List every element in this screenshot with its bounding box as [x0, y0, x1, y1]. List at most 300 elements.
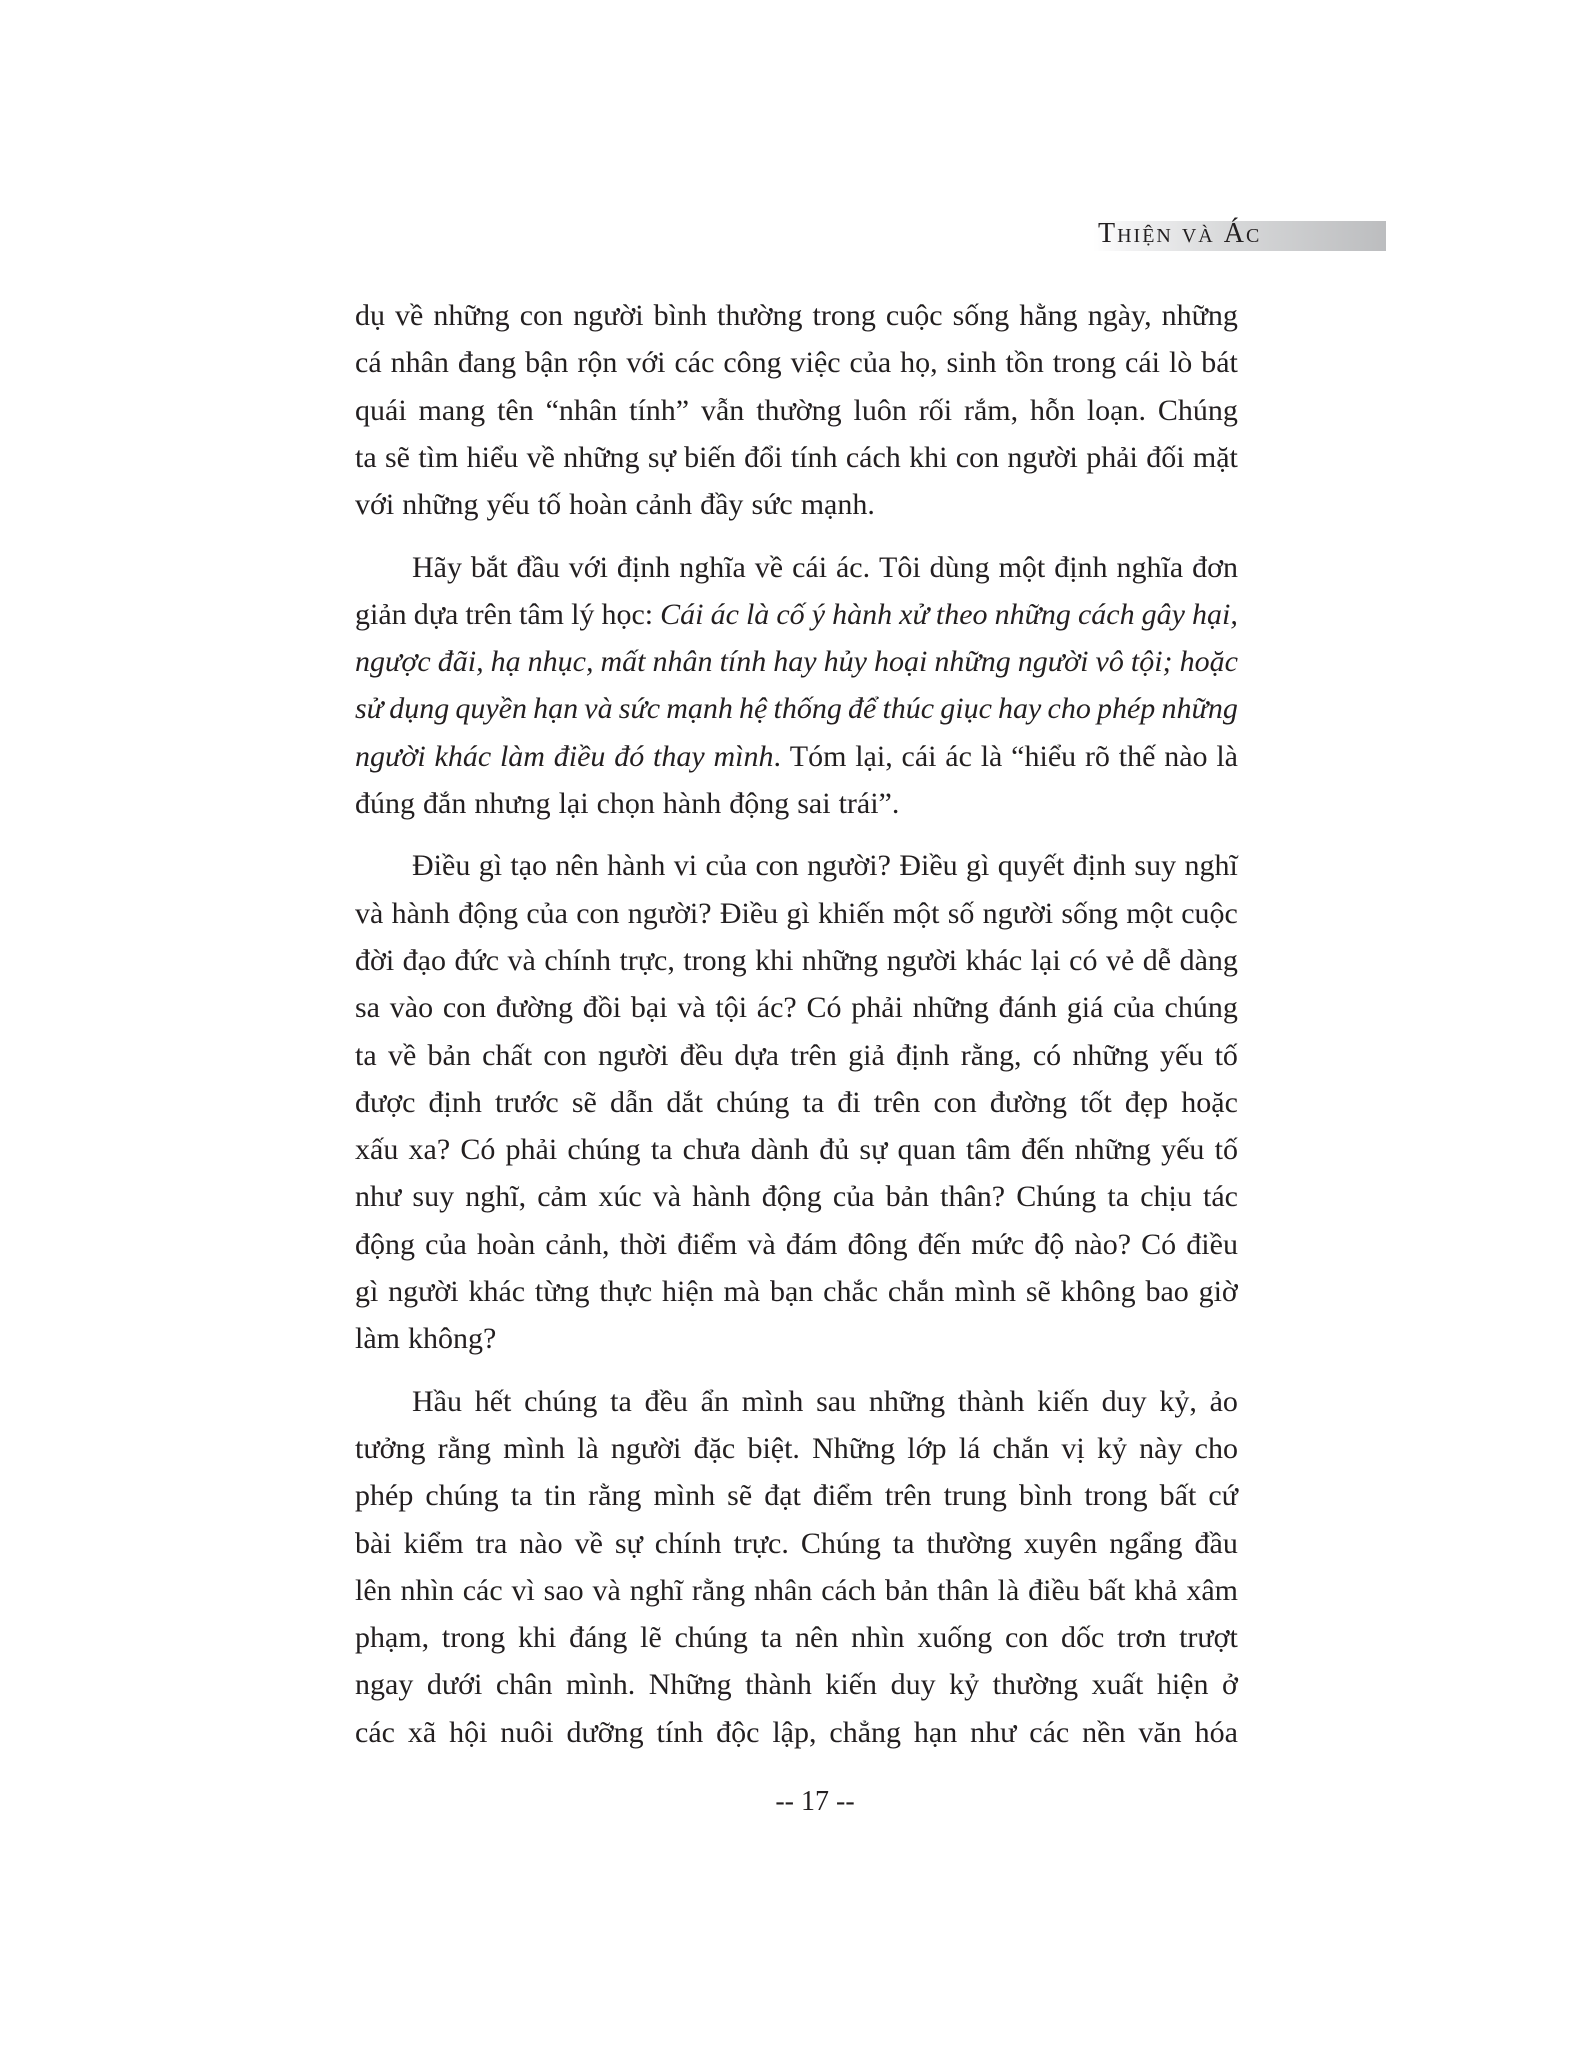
- word: ác?: [756, 991, 797, 1025]
- word: độc: [716, 1715, 760, 1749]
- word: thường: [992, 1668, 1079, 1702]
- word: xấu: [355, 1133, 399, 1167]
- word: tồn: [1005, 346, 1044, 380]
- word: định: [896, 1038, 950, 1072]
- word: là: [980, 739, 1003, 773]
- word: chọn: [596, 787, 655, 820]
- word: những: [868, 1384, 946, 1418]
- word: như: [970, 1715, 1017, 1749]
- word: đường: [989, 1085, 1067, 1119]
- word: tên: [497, 393, 534, 427]
- word: cảm: [537, 1180, 588, 1214]
- word: hạn: [533, 692, 579, 726]
- word: đều: [644, 1384, 688, 1418]
- word: Hãy: [412, 550, 462, 584]
- word: nào: [519, 1526, 563, 1560]
- text-line: [355, 1476, 1238, 1516]
- word: hệ: [739, 692, 768, 726]
- word: không?: [408, 1322, 497, 1356]
- word: mình: [741, 1384, 804, 1418]
- word: con: [543, 1038, 587, 1072]
- text-line: [355, 988, 1238, 1028]
- word: kiểm: [403, 1526, 464, 1560]
- word: việc: [790, 346, 841, 380]
- word: đến: [1021, 1133, 1065, 1167]
- word: trong: [441, 1621, 506, 1655]
- word: cuộc: [1181, 896, 1238, 930]
- word: chúng: [567, 1133, 641, 1167]
- word: bất: [1159, 1479, 1197, 1513]
- word: về: [387, 1038, 417, 1072]
- word: kỷ: [949, 1668, 980, 1702]
- word: tạo: [510, 849, 548, 883]
- word: nhìn: [400, 1573, 454, 1607]
- text-line: [355, 1524, 1238, 1564]
- word: rắm,: [963, 393, 1019, 427]
- word: đối: [1146, 440, 1185, 474]
- word: cuộc: [885, 299, 943, 332]
- word: con: [576, 896, 620, 930]
- word: văn: [1138, 1715, 1182, 1749]
- word: nào?: [1074, 1227, 1132, 1261]
- word: ta: [760, 1621, 783, 1655]
- word: là: [577, 1431, 599, 1465]
- word: ta: [510, 1479, 533, 1513]
- word: tâm: [519, 597, 565, 631]
- word: của: [425, 1227, 467, 1261]
- word: mình.: [566, 1668, 636, 1702]
- word: đi: [837, 1085, 861, 1119]
- word: hạn: [913, 1715, 958, 1749]
- word: những: [801, 943, 879, 977]
- word: Có: [806, 991, 842, 1025]
- word: đặc: [693, 1431, 736, 1465]
- word: đủ: [819, 1133, 850, 1167]
- word: xúc: [598, 1180, 642, 1214]
- word: nào: [1164, 739, 1208, 773]
- word: những: [433, 299, 510, 332]
- word: là: [745, 597, 770, 631]
- word: ngược: [355, 645, 431, 679]
- word: sau: [816, 1384, 857, 1418]
- word: khi: [517, 1621, 557, 1655]
- word: về: [526, 440, 555, 474]
- word: trên: [884, 1479, 932, 1513]
- word: số: [947, 896, 975, 930]
- word: hiện: [1156, 1668, 1209, 1702]
- word: để: [847, 692, 877, 726]
- word: trong: [683, 943, 747, 977]
- word: Điều: [899, 849, 958, 883]
- word: ý: [811, 597, 826, 631]
- word: của: [832, 1180, 875, 1214]
- word: thực: [599, 1275, 653, 1308]
- word: phạm,: [355, 1621, 430, 1655]
- word: phải: [851, 991, 903, 1025]
- word: ngay: [355, 1668, 414, 1702]
- word: của: [705, 849, 748, 883]
- word: người: [1007, 440, 1078, 474]
- word: thế: [1118, 739, 1156, 773]
- word: định: [428, 1085, 482, 1119]
- word: suy: [412, 1180, 455, 1214]
- word: là: [997, 1573, 1020, 1607]
- word: với: [355, 488, 395, 522]
- word: người: [1017, 645, 1089, 679]
- word: bại: [630, 991, 668, 1025]
- word: người: [598, 1038, 669, 1072]
- word: người: [886, 943, 958, 977]
- text-line: [355, 1225, 1238, 1265]
- word: hóa: [1194, 1715, 1238, 1749]
- word: cá: [355, 346, 382, 380]
- word: phép: [355, 1479, 414, 1513]
- word: khi: [755, 943, 794, 977]
- word: dễ: [1142, 943, 1172, 977]
- word: lò: [1168, 346, 1193, 380]
- word: đường: [495, 991, 574, 1025]
- word: rằng: [437, 1431, 491, 1465]
- word: Điều: [719, 896, 779, 930]
- word: của: [1113, 991, 1155, 1025]
- word: có: [1032, 1038, 1062, 1072]
- word: làm: [499, 739, 545, 773]
- word: gì: [355, 1275, 379, 1308]
- word: bản: [427, 1038, 471, 1072]
- word: chúng: [524, 1384, 598, 1418]
- word: những: [1072, 1038, 1149, 1072]
- word: người: [388, 1275, 459, 1308]
- word: chính: [544, 943, 611, 977]
- word: quyết: [997, 849, 1065, 883]
- word: những: [1161, 299, 1238, 332]
- word: của: [526, 896, 568, 930]
- word: nghĩ: [629, 1573, 684, 1607]
- word: rộn: [577, 346, 618, 380]
- word: hoặc: [1181, 1085, 1238, 1119]
- word: yếu: [1161, 1133, 1205, 1167]
- word: con: [1004, 1621, 1049, 1655]
- word: thân: [937, 1573, 989, 1607]
- word: đãi,: [437, 645, 484, 679]
- word: dưỡng: [566, 1715, 644, 1749]
- word: và: [507, 943, 536, 977]
- word: bài: [355, 1526, 392, 1560]
- word: thường: [926, 1526, 1012, 1560]
- text-line: [355, 296, 1238, 336]
- word: lập,: [772, 1715, 817, 1749]
- word: thường: [756, 393, 842, 427]
- word: trên: [465, 597, 512, 631]
- word: cái: [1125, 346, 1160, 380]
- word: Cái: [660, 597, 704, 631]
- word: về: [574, 1526, 603, 1560]
- word: sức: [751, 488, 793, 522]
- text-line: [355, 1272, 1238, 1312]
- word: đầu: [516, 550, 560, 584]
- word: loạn.: [1086, 393, 1146, 427]
- word: chúng: [716, 1085, 790, 1119]
- running-header-title: Thiện và Ác: [1098, 218, 1262, 249]
- word: điều: [553, 739, 606, 773]
- word: giả: [848, 1038, 885, 1072]
- word: rằng: [691, 1573, 746, 1607]
- word: sống: [1061, 896, 1119, 930]
- word: lý: [571, 597, 595, 631]
- text-line: [355, 1083, 1238, 1123]
- word: trên: [873, 1085, 921, 1119]
- word: của: [849, 346, 892, 380]
- word: tính”: [629, 393, 690, 427]
- word: kỷ,: [1159, 1384, 1197, 1418]
- word: mà: [723, 1275, 761, 1308]
- word: dành: [750, 1133, 810, 1167]
- word: gì: [786, 896, 810, 930]
- word: đồi: [582, 991, 622, 1025]
- word: mặt: [1192, 440, 1238, 474]
- word: gì: [966, 849, 990, 883]
- word: hằng: [1019, 299, 1078, 332]
- word: bản: [885, 1180, 929, 1214]
- text-line: [355, 1429, 1238, 1469]
- word: với: [568, 550, 608, 584]
- word: thời: [619, 1227, 668, 1261]
- word: hay: [998, 692, 1042, 726]
- word: đẹp: [1124, 1085, 1169, 1119]
- word: định: [1054, 550, 1108, 584]
- word: hạ: [490, 645, 521, 679]
- word: đám: [785, 1227, 838, 1261]
- word: tốt: [1080, 1085, 1112, 1119]
- word: nghĩ,: [465, 1180, 527, 1214]
- word: dưới: [426, 1668, 483, 1702]
- word: chưa: [682, 1133, 741, 1167]
- word: gì: [478, 849, 503, 883]
- word: hay: [773, 645, 817, 679]
- word: là: [1216, 739, 1238, 773]
- word: “nhân: [545, 393, 618, 427]
- word: và: [652, 1180, 682, 1214]
- word: “hiểu: [1011, 739, 1077, 773]
- text-line: [355, 485, 1238, 525]
- word: Tôi: [879, 550, 921, 584]
- word: đó: [614, 739, 645, 773]
- word: đến: [917, 1227, 962, 1261]
- word: nhân: [754, 1573, 813, 1607]
- word: các: [1029, 1715, 1070, 1749]
- word: hoặc: [1179, 645, 1238, 679]
- word: động: [355, 1227, 415, 1261]
- word: giờ: [1198, 1275, 1238, 1308]
- word: xử: [899, 597, 929, 631]
- word: các: [462, 1573, 503, 1607]
- word: đang: [457, 346, 517, 380]
- word: tâm: [966, 1133, 1011, 1167]
- word: Hầu: [412, 1384, 462, 1418]
- word: Chúng: [1157, 393, 1238, 427]
- word: dẫn: [609, 1085, 654, 1119]
- word: động: [458, 896, 519, 930]
- word: mức: [971, 1227, 1025, 1261]
- word: khác: [434, 739, 492, 773]
- word: người: [355, 739, 426, 773]
- text-line: [355, 438, 1238, 478]
- word: lại: [558, 787, 589, 820]
- word: giục: [940, 692, 992, 726]
- word: tội;: [1130, 645, 1173, 679]
- word: sinh: [946, 346, 997, 380]
- word: sẽ: [384, 440, 410, 474]
- word: ảo: [1209, 1384, 1238, 1418]
- word: sai: [797, 787, 831, 820]
- word: theo: [935, 597, 988, 631]
- word: hành: [662, 787, 722, 820]
- word: hoại: [873, 645, 928, 679]
- word: chúng: [674, 1621, 748, 1655]
- word: hiểu: [466, 440, 519, 474]
- word: cái: [901, 739, 937, 773]
- page-number: -- 17 --: [775, 1786, 855, 1817]
- word: vào: [389, 991, 434, 1025]
- word: gây: [1141, 597, 1185, 631]
- word: suy: [1134, 849, 1177, 883]
- word: đầy: [700, 488, 744, 522]
- word: yếu: [486, 488, 530, 522]
- word: người?: [807, 849, 891, 883]
- word: kiến: [825, 1668, 878, 1702]
- word: cách: [821, 1573, 877, 1607]
- word: nuôi: [500, 1715, 554, 1749]
- word: những: [402, 488, 479, 522]
- word: điểm: [677, 1227, 738, 1261]
- word: dụ: [355, 299, 385, 332]
- word: Chúng: [800, 1526, 881, 1560]
- word: trên: [790, 1038, 837, 1072]
- word: dụng: [389, 692, 450, 726]
- word: quyền: [455, 692, 527, 726]
- word: phải: [1086, 440, 1138, 474]
- word: tố: [1214, 1133, 1238, 1167]
- word: thường: [717, 299, 803, 332]
- word: người: [610, 1431, 682, 1465]
- word: hành: [832, 597, 893, 631]
- word: mạnh.: [800, 488, 875, 522]
- word: chúng: [1164, 991, 1238, 1025]
- word: sa: [355, 991, 380, 1025]
- word: ngẩng: [1109, 1526, 1183, 1560]
- word: đông: [847, 1227, 908, 1261]
- word: chân: [495, 1668, 553, 1702]
- word: những: [912, 991, 989, 1025]
- word: bao: [1145, 1275, 1189, 1308]
- word: biến: [684, 440, 736, 474]
- text-line: [355, 689, 1238, 729]
- word: đúng: [355, 787, 415, 820]
- word: xuất: [1091, 1668, 1144, 1702]
- word: chắn: [887, 1275, 945, 1308]
- word: nhân: [390, 346, 449, 380]
- word: nên: [555, 849, 599, 883]
- word: kiến: [1037, 1384, 1089, 1418]
- word: mình: [653, 1479, 716, 1513]
- text-line: [355, 391, 1238, 431]
- word: dựa: [413, 597, 459, 631]
- word: mạnh: [666, 692, 733, 726]
- word: trơn: [1117, 1621, 1167, 1655]
- word: Có: [460, 1133, 496, 1167]
- word: điều: [1186, 1227, 1238, 1261]
- word: biệt.: [747, 1431, 800, 1465]
- word: nghĩ: [1184, 849, 1238, 883]
- word: ác: [945, 739, 972, 773]
- word: đạt: [764, 1479, 801, 1513]
- word: sức: [618, 692, 661, 726]
- word: người: [573, 299, 644, 332]
- word: hoàn: [569, 488, 628, 522]
- word: về: [754, 550, 784, 584]
- word: tính: [656, 1715, 704, 1749]
- word: định: [1072, 849, 1127, 883]
- word: nhưng: [474, 787, 551, 820]
- word: mình: [503, 1431, 565, 1465]
- word: xuống: [917, 1621, 993, 1655]
- word: trực,: [619, 943, 675, 977]
- word: độ: [1034, 1227, 1065, 1261]
- word: nên: [795, 1621, 839, 1655]
- text-line: [355, 1665, 1238, 1705]
- word: Điều: [412, 849, 471, 883]
- word: và: [747, 1227, 776, 1261]
- word: chúng: [425, 1479, 499, 1513]
- text-line: [355, 1618, 1238, 1658]
- word: bình: [653, 299, 707, 332]
- word: hành: [391, 896, 450, 930]
- word: Tóm: [789, 739, 847, 773]
- word: vì: [511, 1573, 535, 1607]
- word: người: [982, 896, 1054, 930]
- word: tính: [790, 440, 838, 474]
- word: thân?: [940, 1180, 1006, 1214]
- text-line: [412, 846, 1238, 886]
- word: ta: [892, 1526, 915, 1560]
- word: hành: [607, 849, 666, 883]
- word: quan: [897, 1133, 956, 1167]
- word: vi: [673, 849, 698, 883]
- word: được: [355, 1085, 416, 1119]
- word: xâm: [1186, 1573, 1238, 1607]
- word: với: [626, 346, 666, 380]
- word: chịu: [1140, 1180, 1192, 1214]
- word: vẻ: [1105, 943, 1135, 977]
- word: xuyên: [1023, 1526, 1098, 1560]
- word: đạo: [402, 943, 446, 977]
- text-line: [355, 1319, 1238, 1359]
- word: luôn: [853, 393, 907, 427]
- word: bạn: [769, 1275, 814, 1308]
- text-line: [355, 784, 1238, 824]
- word: về: [395, 299, 424, 332]
- word: lại,: [855, 739, 893, 773]
- word: rằng,: [960, 1038, 1022, 1072]
- word: khiến: [817, 896, 885, 930]
- word: dàng: [1179, 943, 1238, 977]
- word: mang: [418, 393, 486, 427]
- word: những: [563, 440, 640, 474]
- word: mất: [600, 645, 646, 679]
- word: duy: [1101, 1384, 1147, 1418]
- word: xã: [407, 1715, 437, 1749]
- word: cứ: [1208, 1479, 1238, 1513]
